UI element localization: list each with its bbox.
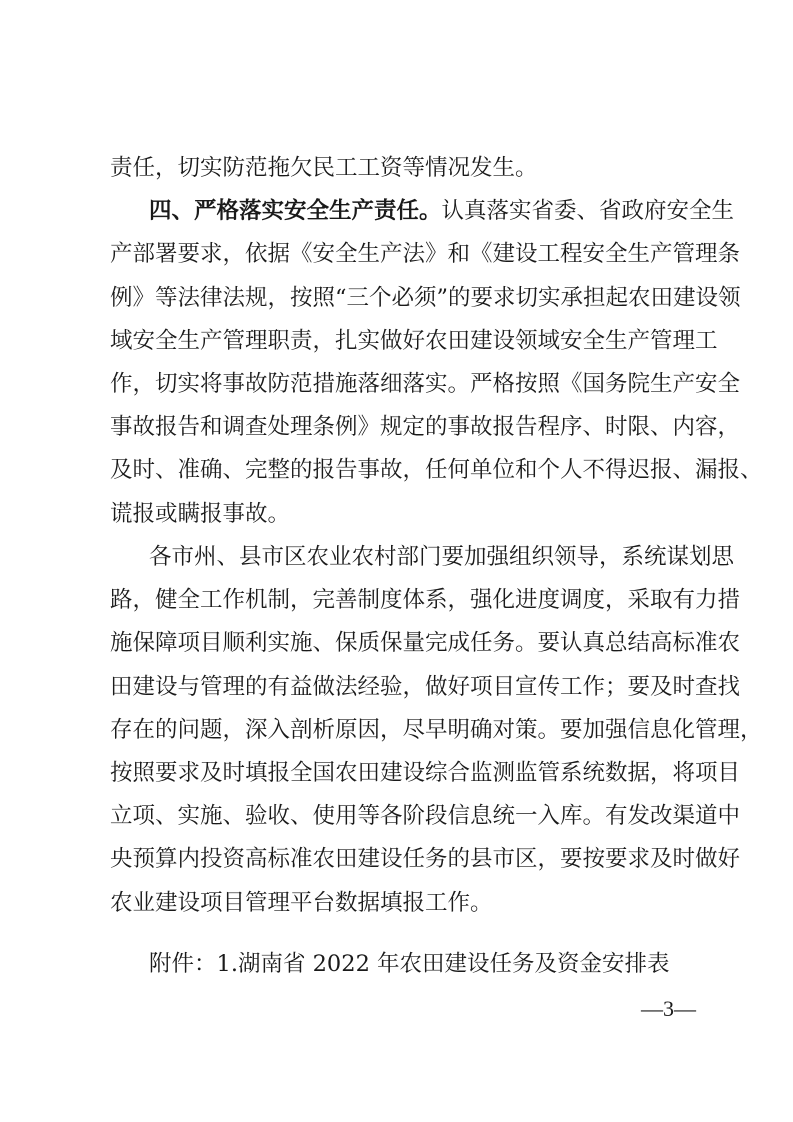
paragraph-line-9: 谎报或瞒报事故。: [110, 501, 291, 527]
paragraph-line-8: 及时、准确、完整的报告事故，任何单位和个人不得迟报、漏报、: [110, 457, 763, 483]
paragraph-line-6: 作，切实将事故防范措施落细落实。严格按照《国务院生产安全: [110, 371, 741, 397]
section-heading-safety: 四、严格落实安全生产责任。: [149, 198, 442, 224]
paragraph-line-7: 事故报告和调查处理条例》规定的事故报告程序、时限、内容，: [110, 414, 741, 440]
paragraph-line-18: 农业建设项目管理平台数据填报工作。: [110, 890, 493, 916]
paragraph-line-16: 立项、实施、验收、使用等各阶段信息统一入库。有发改渠道中: [110, 803, 741, 829]
paragraph-line-4: 例》等法律法规，按照“三个必须”的要求切实承担起农田建设领: [110, 285, 741, 311]
paragraph-line-13: 田建设与管理的有益做法经验，做好项目宣传工作；要及时查找: [110, 674, 741, 700]
attachment-line: 附件：1.湖南省 2022 年农田建设任务及资金安排表: [149, 951, 670, 977]
paragraph-line-2: [149, 196, 735, 226]
paragraph-line-15: 按照要求及时填报全国农田建设综合监测监管系统数据，将项目: [110, 760, 741, 786]
paragraph-line-3: 产部署要求，依据《安全生产法》和《建设工程安全生产管理条: [110, 241, 741, 267]
paragraph-line-12: 施保障项目顺利实施、保质保量完成任务。要认真总结高标准农: [110, 630, 741, 656]
paragraph-line-5: 域安全生产管理职责，扎实做好农田建设领域安全生产管理工: [110, 328, 718, 354]
paragraph-line-1: 责任，切实防范拖欠民工工资等情况发生。: [110, 155, 538, 181]
paragraph-line-17: 央预算内投资高标准农田建设任务的县市区，要按要求及时做好: [110, 846, 741, 872]
paragraph-line-14: 存在的问题，深入剖析原因，尽早明确对策。要加强信息化管理，: [110, 717, 763, 743]
paragraph-line-11: 路，健全工作机制，完善制度体系，强化进度调度，采取有力措: [110, 587, 741, 613]
page-number: —3—: [641, 996, 696, 1021]
paragraph-line-10: 各市州、县市区农业农村部门要加强组织领导，系统谋划思: [149, 544, 735, 570]
section-heading-text: 认真落实省委、省政府安全生: [441, 198, 735, 224]
